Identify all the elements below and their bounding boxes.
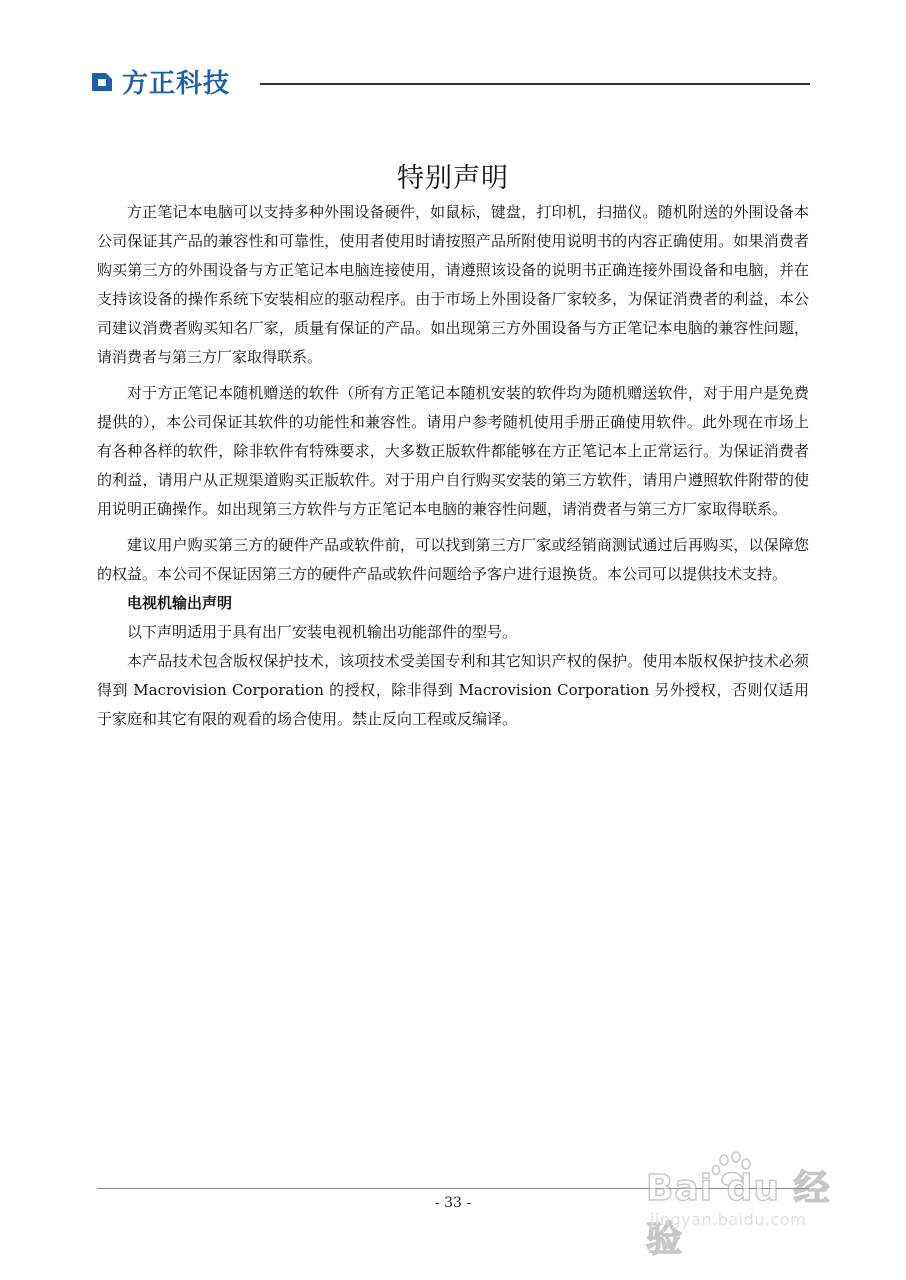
tv-output-line-2: 本产品技术包含版权保护技术，该项技术受美国专利和其它知识产权的保护。使用本版权保护技术必须得到 Macrovision Corporation 的授权，除非得到 Macrovision Corporation 另外授权，否则仅适用于家庭和其它有限的观看的场合使用。禁止反向工程或反编译。 — [97, 652, 809, 728]
watermark-url: jingyan.baidu.com — [650, 1210, 807, 1229]
page-title: 特别声明 — [397, 163, 509, 195]
page-number: - 33 - — [434, 1195, 472, 1211]
header-rule — [260, 83, 810, 85]
paragraph-third-party: 建议用户购买第三方的硬件产品或软件前，可以找到第三方厂家或经销商测试通过后再购买，以保障您的权益。本公司不保证因第三方的硬件产品或软件问题给予客户进行退换货。本公司可以提供技术支持。 — [97, 536, 809, 583]
page-header — [88, 62, 810, 102]
tv-output-line-1: 以下声明适用于具有出厂安装电视机输出功能部件的型号。 — [127, 623, 518, 641]
founder-logo-icon — [88, 67, 116, 95]
logo-text: 方正科技 — [122, 68, 231, 99]
tv-output-heading: 电视机输出声明 — [127, 594, 233, 612]
watermark-brand: Bai du 经验 — [646, 1168, 831, 1260]
paragraph-software: 对于方正笔记本随机赠送的软件（所有方正笔记本随机安装的软件均为随机赠送软件，对于用户是免费提供的），本公司保证其软件的功能性和兼容性。请用户参考随机使用手册正确使用软件。此外现在市场上有各种各样的软件，除非软件有特殊要求，大多数正版软件都能够在方正笔记本上正常运行。为保证消费者的利益，请用户从正规渠道购买正版软件。对于用户自行购买安装的第三方软件，请用户遵照软件附带的使用说明正确操作。如出现第三方软件与方正笔记本电脑的兼容性问题，请消费者与第三方厂家取得联系。 — [97, 384, 809, 518]
document-body — [97, 198, 809, 734]
founder-logo — [88, 64, 230, 98]
baidu-jingyan-watermark — [640, 1150, 860, 1260]
paragraph-peripherals: 方正笔记本电脑可以支持多种外围设备硬件，如鼠标，键盘，打印机，扫描仪。随机附送的外围设备本公司保证其产品的兼容性和可靠性，使用者使用时请按照产品所附使用说明书的内容正确使用。如果消费者购买第三方的外围设备与方正笔记本电脑连接使用，请遵照该设备的说明书正确连接外围设备和电脑，并在支持该设备的操作系统下安装相应的驱动程序。由于市场上外围设备厂家较多，为保证消费者的利益，本公司建议消费者购买知名厂家，质量有保证的产品。如出现第三方外围设备与方正笔记本电脑的兼容性问题，请消费者与第三方厂家取得联系。 — [97, 203, 809, 366]
